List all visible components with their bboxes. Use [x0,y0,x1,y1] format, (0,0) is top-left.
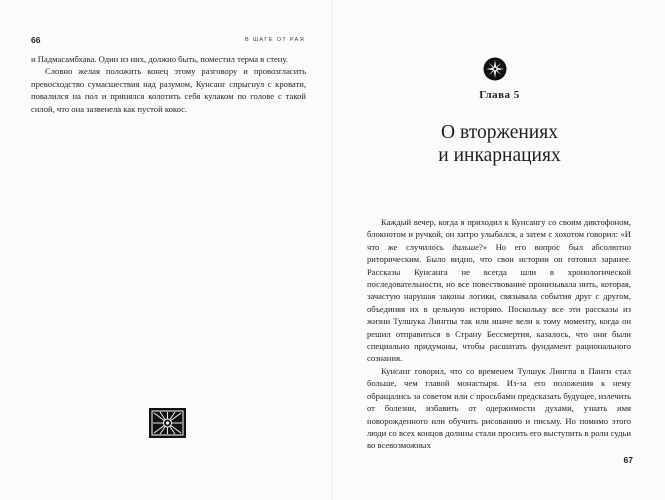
compass-star-icon [483,57,507,81]
right-page [334,0,665,500]
right-body-text [367,216,631,452]
left-paragraph-1: и Падмасамбхава. Один из них, должно быть, поместил терма в стену. [31,54,288,64]
chapter-title [334,121,665,167]
paragraph-1-start: Каждый вечер, когда я приходил к Кунсангу со своим диктофоном, блокнотом и ручкой, он хитро улыбался, а затем с хохотом говорил: «И что же случилось [367,217,631,252]
left-page [0,0,332,500]
sunburst-ornament-icon [149,408,186,438]
left-page-number: 66 [31,35,41,45]
paragraph-1-end: ?» Но его вопрос был абсолютно риторическим. Было видно, что свои истории он готовил заранее. Рассказы Кунсанга не всегда шли в хронологической последовательности, но все повествование пронизывала нить, которая, зачастую нарушая законы логики, связывала события друг с другом, объединяя их в цельную историю. Поскольку все эти рассказы из жизни Тулшука Лингпы так или иначе вели к тому моменту, когда он решил отправиться в Страну Бессмертия, казалось, что они были специально придуманы, чтобы расшатать фундамент рационального сознания. [367,241,631,364]
chapter-label: Глава 5 [479,89,520,101]
right-paragraph-2: Кунсанг говорил, что со временем Тулшук Лингпа в Панги стал больше, чем главой монастыря. Из-за его положения к нему обращались за советом или с просьбами предсказать будущее, излечить от болезни, избавить от одержимости духами, узнать имя новорожденного или обучить рисованию и письму. Но помимо этого люди со всех концов долины стали просить его выступить в роли судьи во всевозможных [367,365,631,451]
right-paragraph-1 [367,216,631,365]
running-title: В ШАГЕ ОТ РАЯ [244,37,305,43]
chapter-title-line-1: О вторжениях [441,122,558,143]
right-page-number: 67 [623,455,633,465]
chapter-title-line-2: и инкарнациях [438,145,561,166]
left-paragraph-2: Словно желая положить конец этому разговору и провозгласить превосходство сумасшествия над разумом, Кунсанг спрыгнул с кровати, повалился на пол и принялся колотить себя кулаком по голове с такой силой, что она зазвенела как пустой кокос. [31,66,306,114]
left-body-text [31,53,306,115]
paragraph-1-emphasis: дальше [452,241,479,252]
